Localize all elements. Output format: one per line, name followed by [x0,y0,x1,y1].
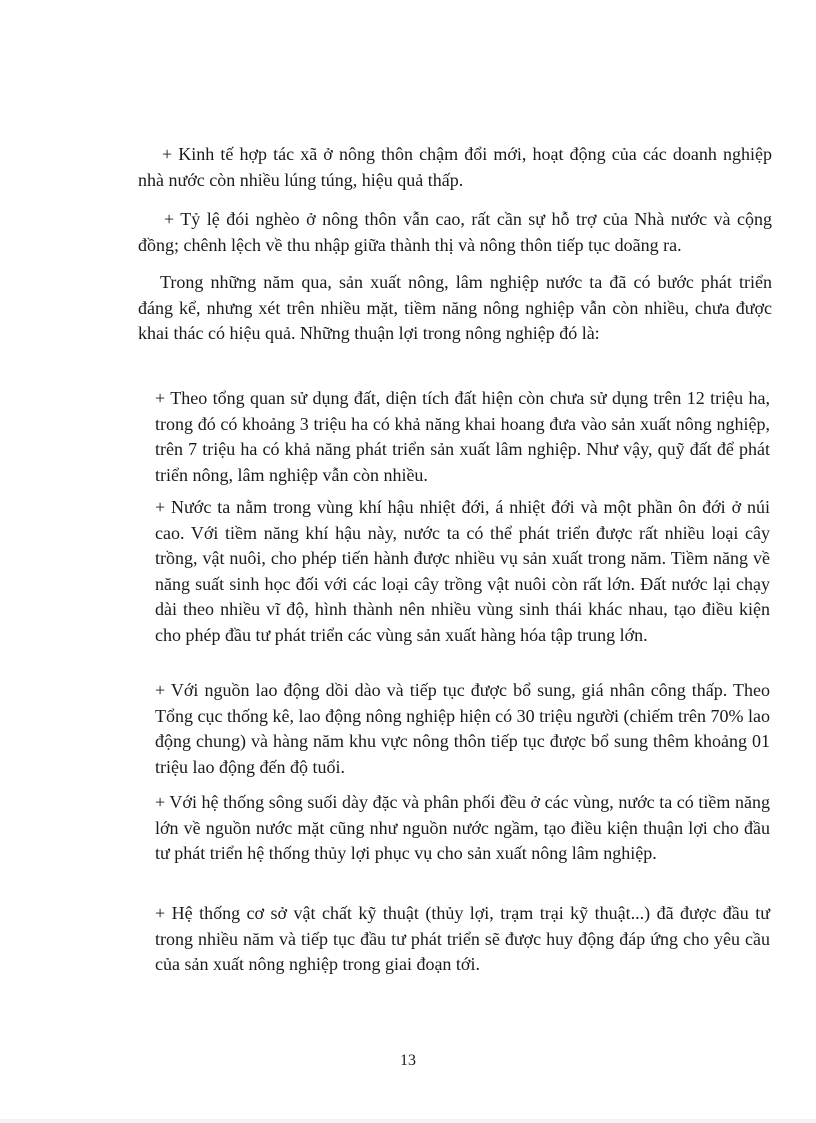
paragraph-land-use: + Theo tổng quan sử dụng đất, diện tích đất hiện còn chưa sử dụng trên 12 triệu ha, trong đó có khoảng 3 triệu ha có khả năng khai hoang đưa vào sản xuất nông nghiệp, trên 7 triệu ha có khả năng phát triển sản xuất lâm nghiệp. Như vậy, quỹ đất để phát triển nông, lâm nghiệp vẫn còn nhiều. [155,388,770,485]
page-number: 13 [400,1052,416,1069]
paragraph-climate: + Nước ta nằm trong vùng khí hậu nhiệt đới, á nhiệt đới và một phần ôn đới ở núi cao. Với tiềm năng khí hậu này, nước ta có thể phát triển được rất nhiều loại cây trồng, vật nuôi, cho phép tiến hành được nhiều vụ sản xuất trong năm. Tiềm năng về năng suất sinh học đối với các loại cây trồng vật nuôi còn rất lớn. Đất nước lại chạy dài theo nhiều vĩ độ, hình thành nên nhiều vùng sinh thái khác nhau, tạo điều kiện cho phép đầu tư phát triển các vùng sản xuất hàng hóa tập trung lớn. [155,497,770,645]
paragraph-water-resources: + Với hệ thống sông suối dày đặc và phân phối đều ở các vùng, nước ta có tiềm năng lớn về nguồn nước mặt cũng như nguồn nước ngầm, tạo điều kiện thuận lợi cho đầu tư phát triển hệ thống thủy lợi phục vụ cho sản xuất nông lâm nghiệp. [155,792,770,863]
page-bottom-edge [0,1119,816,1123]
paragraph-infrastructure: + Hệ thống cơ sở vật chất kỹ thuật (thủy lợi, trạm trại kỹ thuật...) đã được đầu tư trong nhiều năm và tiếp tục đầu tư phát triển sẽ được huy động đáp ứng cho yêu cầu của sản xuất nông nghiệp trong giai đoạn tới. [155,903,770,974]
paragraph-cooperative-economy: + Kinh tế hợp tác xã ở nông thôn chậm đổi mới, hoạt động của các doanh nghiệp nhà nước còn nhiều lúng túng, hiệu quả thấp. [138,144,772,190]
paragraph-poverty-rate: + Tỷ lệ đói nghèo ở nông thôn vẫn cao, rất cần sự hỗ trợ của Nhà nước và cộng đồng; chênh lệch về thu nhập giữa thành thị và nông thôn tiếp tục doãng ra. [138,209,772,255]
paragraph-labor-force: + Với nguồn lao động dồi dào và tiếp tục được bổ sung, giá nhân công thấp. Theo Tổng cục thống kê, lao động nông nghiệp hiện có 30 triệu người (chiếm trên 70% lao động chung) và hàng năm khu vực nông thôn tiếp tục được bổ sung thêm khoảng 01 triệu lao động đến độ tuổi. [155,680,770,777]
paragraph-agriculture-potential-intro: Trong những năm qua, sản xuất nông, lâm nghiệp nước ta đã có bước phát triển đáng kể, nhưng xét trên nhiều mặt, tiềm năng nông nghiệp vẫn còn nhiều, chưa được khai thác có hiệu quả. Những thuận lợi trong nông nghiệp đó là: [138,272,772,343]
